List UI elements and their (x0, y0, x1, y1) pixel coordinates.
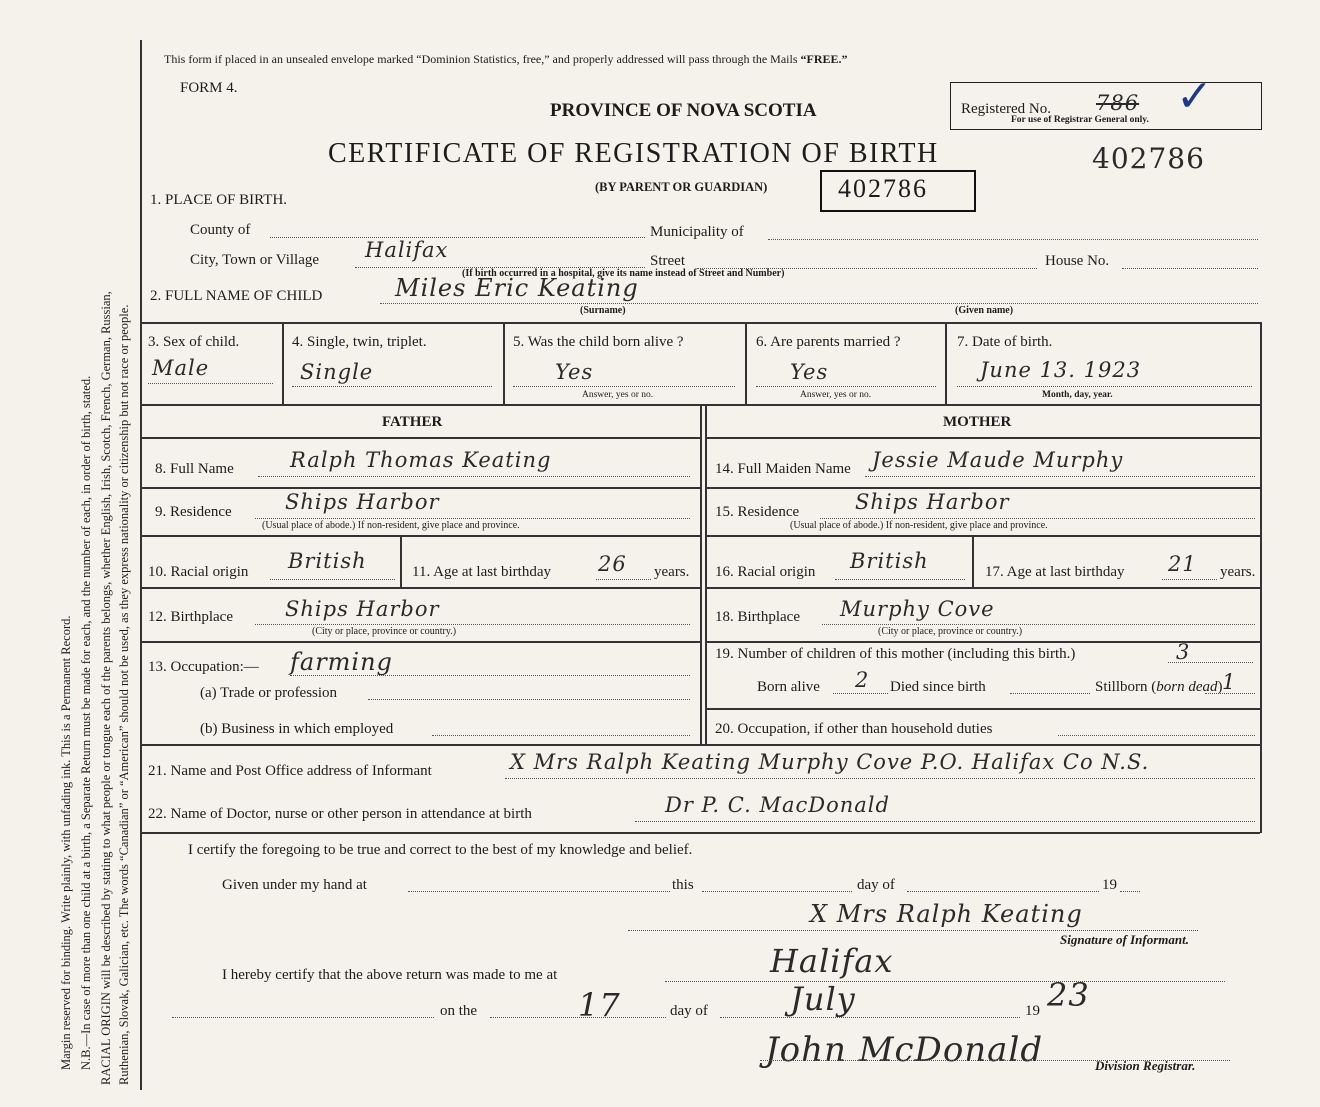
alive-note: Answer, yes or no. (582, 390, 654, 400)
doctor-value: Dr P. C. MacDonald (665, 793, 890, 817)
mother-age-value: 21 (1168, 552, 1197, 576)
registrar-day-value: 17 (578, 986, 621, 1024)
stillborn-value: 1 (1222, 670, 1237, 694)
hospital-note: (If birth occurred in a hospital, give its name instead of Street and Number) (462, 268, 785, 279)
informant-value: X Mrs Ralph Keating Murphy Cove P.O. Halifax Co N.S. (510, 750, 1150, 774)
form-border-right (1260, 322, 1262, 833)
given-under-label: Given under my hand at (222, 877, 367, 893)
informant-label: 21. Name and Post Office address of Informant (148, 763, 432, 779)
row3-top-border (142, 322, 1260, 324)
father-years: years. (654, 564, 690, 580)
mother-children-value: 3 (1176, 640, 1191, 664)
year-prefix: 19 (1102, 877, 1117, 893)
day-of-label-2: day of (670, 1003, 708, 1019)
father-residence-value: Ships Harbor (285, 490, 440, 514)
number-handwritten: 402786 (1092, 142, 1205, 175)
city-value: Halifax (365, 238, 449, 262)
registrar-place-value: Halifax (770, 942, 894, 980)
father-occupation-value: farming (290, 648, 393, 676)
mother-birthplace-label: 18. Birthplace (715, 609, 800, 625)
on-the-label: on the (440, 1003, 478, 1019)
number-stamp: 402786 (820, 170, 976, 212)
postal-note: This form if placed in an unsealed envelope marked “Dominion Statistics, free,” and properly addressed will pass through the Mails “FREE.” (164, 52, 848, 66)
child-name-label: 2. FULL NAME OF CHILD (150, 288, 323, 304)
registrar-certify-text: I hereby certify that the above return was made to me at (222, 967, 558, 983)
father-occupation-label: 13. Occupation:— (148, 659, 259, 675)
dob-note: Month, day, year. (1042, 390, 1113, 400)
municipality-label: Municipality of (650, 224, 744, 240)
father-birthplace-note: (City or place, province or country.) (312, 626, 457, 637)
father-name-label: 8. Full Name (155, 461, 234, 477)
division-registrar-label: Division Registrar. (1095, 1058, 1196, 1073)
form-number: FORM 4. (180, 80, 238, 96)
father-residence-note: (Usual place of abode.) If non-resident, give place and province. (262, 520, 520, 531)
born-alive-label: Born alive (757, 679, 820, 695)
sex-value: Male (152, 356, 210, 380)
registered-note: For use of Registrar General only. (1011, 115, 1149, 125)
margin-note-2: N.B.—In case of more than one child at a birth, a Separate Return must be made for each, and the number of each, in order of birth, stated. (79, 375, 93, 1070)
mother-name-label: 14. Full Maiden Name (715, 461, 851, 477)
day-of-label: day of (857, 877, 895, 893)
house-line (1122, 268, 1258, 269)
given-name-note: (Given name) (955, 305, 1014, 316)
certify-text: I certify the foregoing to be true and correct to the best of my knowledge and belief. (188, 842, 693, 858)
surname-note: (Surname) (580, 305, 626, 316)
single-value: Single (300, 360, 374, 384)
margin-note-3: RACIAL ORIGIN will be described by stating to what people or tongue each of the parents belongs, whether English, Irish, Scotch, French, German, Russian, (99, 291, 113, 1085)
father-name-value: Ralph Thomas Keating (290, 448, 552, 472)
mother-occupation-label: 20. Occupation, if other than household duties (715, 721, 993, 737)
certificate-title: CERTIFICATE OF REGISTRATION OF BIRTH (328, 138, 939, 169)
mother-birthplace-value: Murphy Cove (840, 597, 995, 621)
doctor-label: 22. Name of Doctor, nurse or other person in attendance at birth (148, 806, 532, 822)
alive-label: 5. Was the child born alive ? (513, 334, 684, 350)
father-racial-value: British (288, 549, 367, 573)
dob-value: June 13. 1923 (980, 358, 1142, 382)
registrar-signature: John McDonald (765, 1030, 1044, 1070)
municipality-line (768, 239, 1258, 240)
county-line (270, 237, 645, 238)
registered-label: Registered No. (961, 101, 1051, 117)
house-no-label: House No. (1045, 253, 1110, 269)
died-label: Died since birth (890, 679, 986, 695)
mother-name-value: Jessie Maude Murphy (872, 448, 1124, 472)
married-note: Answer, yes or no. (800, 390, 872, 400)
dob-label: 7. Date of birth. (957, 334, 1053, 350)
father-birthplace-value: Ships Harbor (285, 597, 440, 621)
mother-age-label: 17. Age at last birthday (985, 564, 1125, 580)
registrar-month-value: July (790, 980, 856, 1018)
check-mark-icon: ✓ (1176, 72, 1213, 121)
margin-note-1: Margin reserved for binding. Write plainly, with unfading ink. This is a Permanent Record. (59, 615, 73, 1070)
father-residence-label: 9. Residence (155, 504, 232, 520)
stillborn-label: Stillborn (born dead) (1095, 679, 1223, 695)
father-heading: FATHER (382, 414, 443, 430)
born-alive-value: 2 (855, 668, 870, 692)
center-divider (700, 404, 702, 744)
child-name-value: Miles Eric Keating (395, 274, 639, 302)
mother-residence-value: Ships Harbor (855, 490, 1010, 514)
mother-heading: MOTHER (943, 414, 1012, 430)
county-label: County of (190, 222, 251, 238)
mother-racial-value: British (850, 549, 929, 573)
registrar-year-value: 23 (1047, 976, 1090, 1014)
registered-value: 786 (1096, 91, 1140, 115)
married-label: 6. Are parents married ? (756, 334, 901, 350)
father-trade-label: (a) Trade or profession (200, 685, 338, 701)
father-age-label: 11. Age at last birthday (412, 564, 551, 580)
alive-value: Yes (555, 360, 594, 384)
mother-residence-note: (Usual place of abode.) If non-resident, give place and province. (790, 520, 1048, 531)
child-name-line (380, 303, 1258, 304)
father-business-label: (b) Business in which employed (200, 721, 394, 737)
city-label: City, Town or Village (190, 252, 320, 268)
signature-informant-label: Signature of Informant. (1060, 932, 1189, 947)
registered-box (950, 72, 1262, 130)
mother-residence-label: 15. Residence (715, 504, 800, 520)
mother-children-label: 19. Number of children of this mother (including this birth.) (715, 646, 1076, 662)
margin-border (140, 40, 142, 1090)
sex-label: 3. Sex of child. (148, 334, 240, 350)
margin-note-4: Ruthenian, Slovak, Galician, etc. The words “Canadian” or “American” should not be used, as they express nationality or citizenship but not race or people. (117, 304, 131, 1085)
mother-years: years. (1220, 564, 1256, 580)
father-age-value: 26 (598, 552, 627, 576)
single-label: 4. Single, twin, triplet. (292, 334, 427, 350)
place-of-birth-heading: 1. PLACE OF BIRTH. (150, 192, 288, 208)
certificate-subtitle: (BY PARENT OR GUARDIAN) (595, 180, 768, 194)
province-heading: PROVINCE OF NOVA SCOTIA (550, 100, 817, 121)
father-racial-label: 10. Racial origin (148, 564, 249, 580)
this-label: this (672, 877, 694, 893)
informant-signature: X Mrs Ralph Keating (810, 900, 1083, 928)
mother-birthplace-note: (City or place, province or country.) (878, 626, 1023, 637)
year2-prefix: 19 (1025, 1003, 1040, 1019)
father-birthplace-label: 12. Birthplace (148, 609, 233, 625)
married-value: Yes (790, 360, 829, 384)
street-label: Street (650, 253, 685, 269)
mother-racial-label: 16. Racial origin (715, 564, 816, 580)
